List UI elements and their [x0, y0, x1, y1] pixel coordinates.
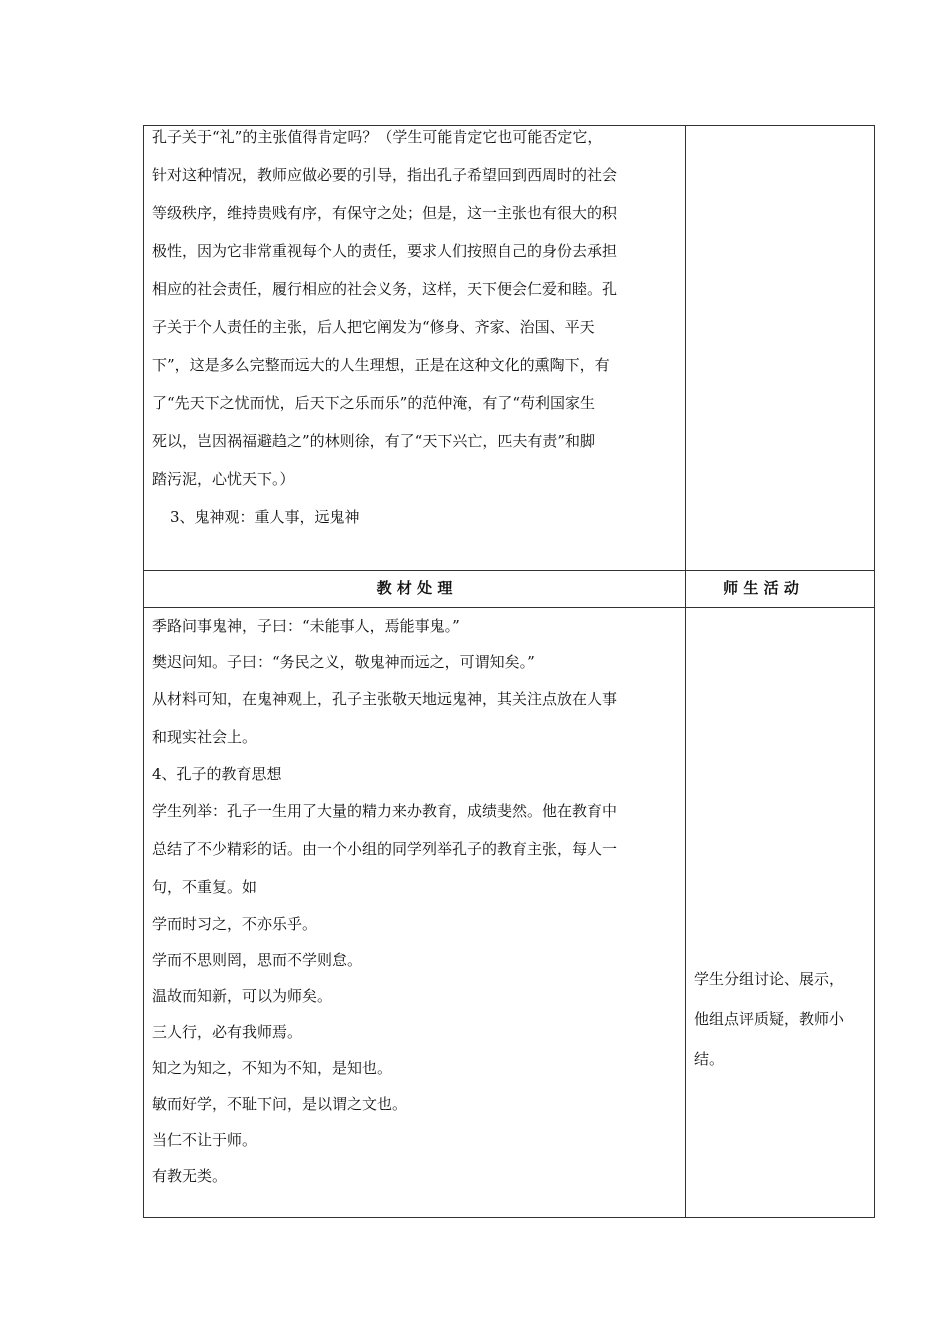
- text-line: 踏污泥，心忧天下。）: [152, 470, 295, 488]
- text-line: 极性，因为它非常重视每个人的责任，要求人们按照自己的身份去承担: [152, 242, 618, 260]
- quote-line: 敏而好学，不耻下问，是以谓之文也。: [152, 1095, 408, 1113]
- header-materials: 教 材 处 理: [376, 579, 453, 597]
- text-line: 总结了不少精彩的话。由一个小组的同学列举孔子的教育主张，每人一: [152, 840, 618, 858]
- text-line: 樊迟问知。子曰：“务民之义，敬鬼神而远之，可谓知矣。”: [152, 653, 535, 671]
- text-line: 句，不重复。如: [152, 878, 258, 896]
- section1-text: [152, 118, 678, 536]
- column-divider: [685, 126, 686, 1217]
- header-activities: 师 生 活 动: [723, 579, 799, 597]
- quote-line: 温故而知新，可以为师矣。: [152, 987, 333, 1005]
- quote-line: 有教无类。: [152, 1167, 228, 1185]
- text-line: 从材料可知，在鬼神观上，孔子主张敬天地远鬼神，其关注点放在人事: [152, 690, 618, 708]
- text-line: 孔子关于“礼”的主张值得肯定吗？（学生可能肯定它也可能否定它，: [152, 128, 603, 146]
- text-line: 和现实社会上。: [152, 728, 258, 746]
- text-line: 子关于个人责任的主张，后人把它阐发为“修身、齐家、治国、平天: [152, 318, 595, 336]
- text-line: 相应的社会责任，履行相应的社会义务，这样，天下便会仁爱和睦。孔: [152, 280, 618, 298]
- activity-line: 他组点评质疑，教师小: [694, 1010, 845, 1028]
- quote-line: 三人行，必有我师焉。: [152, 1023, 303, 1041]
- quote-line: 学而不思则罔，思而不学则怠。: [152, 951, 363, 969]
- text-line: 针对这种情况，教师应做必要的引导，指出孔子希望回到西周时的社会: [152, 166, 618, 184]
- section-heading: 4、孔子的教育思想: [152, 765, 282, 783]
- quote-line: 当仁不让于师。: [152, 1131, 258, 1149]
- lesson-table: [143, 125, 875, 1218]
- quote-line: 学而时习之，不亦乐乎。: [152, 915, 318, 933]
- activity-text: [694, 959, 870, 1079]
- activity-line: 结。: [694, 1050, 725, 1068]
- section2-text: [152, 608, 678, 1194]
- text-line: 等级秩序，维持贵贱有序，有保守之处；但是，这一主张也有很大的积: [152, 204, 618, 222]
- activity-line: 学生分组讨论、展示，: [694, 970, 845, 988]
- text-line: 学生列举：孔子一生用了大量的精力来办教育，成绩斐然。他在教育中: [152, 802, 618, 820]
- text-line: 下”，这是多么完整而远大的人生理想，正是在这种文化的熏陶下，有: [152, 356, 610, 374]
- quote-line: 知之为知之，不知为不知，是知也。: [152, 1059, 393, 1077]
- text-line: 了“先天下之忧而忧，后天下之乐而乐”的范仲淹，有了“苟利国家生: [152, 394, 596, 412]
- text-line: 季路问事鬼神，子曰：“未能事人，焉能事鬼。”: [152, 617, 460, 635]
- text-line: 死以，岂因祸福避趋之”的林则徐，有了“天下兴亡，匹夫有责”和脚: [152, 432, 596, 450]
- section-heading: 3、鬼神观：重人事，远鬼神: [170, 508, 360, 526]
